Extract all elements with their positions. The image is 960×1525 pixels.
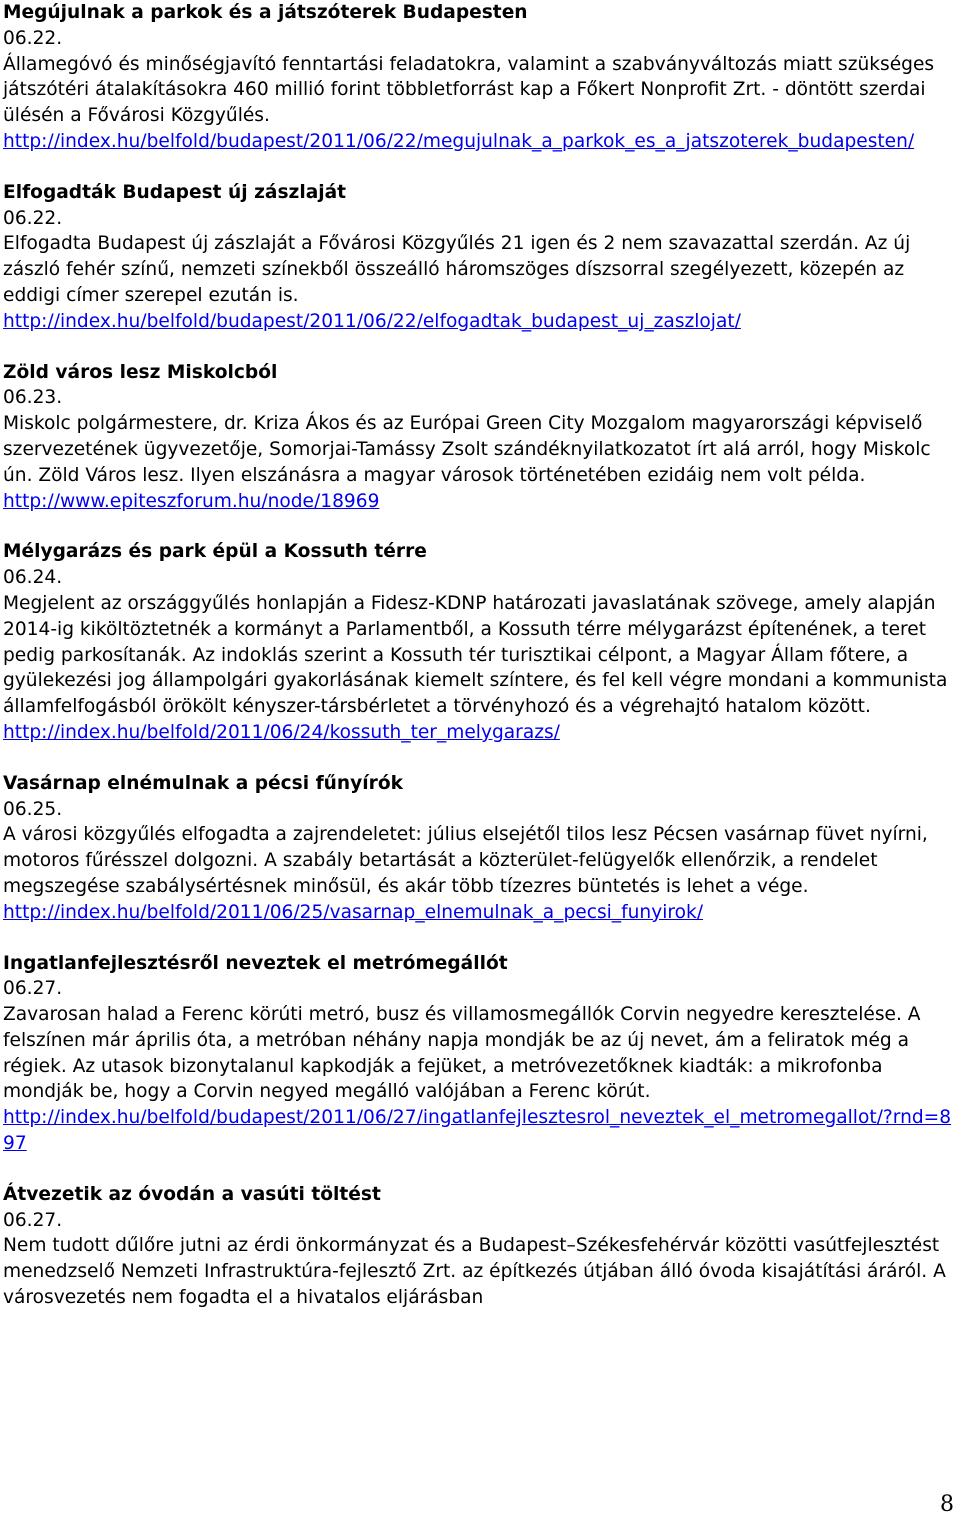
article-date: 06.23. xyxy=(3,387,63,409)
article-link[interactable]: http://index.hu/belfold/2011/06/24/kossuth_ter_melygarazs/ xyxy=(3,721,560,743)
article-metromegallo xyxy=(3,951,957,1157)
article-title: Átvezetik az óvodán a vasúti töltést xyxy=(3,1183,381,1205)
article-title: Ingatlanfejlesztésről neveztek el metrómegállót xyxy=(3,952,508,974)
article-date: 06.27. xyxy=(3,978,63,1000)
article-title: Vasárnap elnémulnak a pécsi fűnyírók xyxy=(3,772,403,794)
article-title: Zöld város lesz Miskolcból xyxy=(3,361,278,383)
article-zaszlo xyxy=(3,180,957,335)
article-body: Nem tudott dűlőre jutni az érdi önkormányzat és a Budapest–Székesfehérvár közötti vasútfejlesztést menedzselő Nemzeti Infrastruktúra-fejlesztő Zrt. az építkezés útjában álló óvoda kisajátítási áráról. A városvezetés nem fogadta el a hivatalos eljárásban xyxy=(3,1235,946,1309)
article-date: 06.27. xyxy=(3,1209,63,1231)
article-body: Államegóvó és minőségjavító fenntartási feladatokra, valamint a szabványváltozás miatt szükséges játszótéri átalakításokra 460 millió forint többletforrást kap a Főkert Nonprofit Zrt. - döntött szerdai ülésén a Fővárosi Közgyűlés. xyxy=(3,53,935,127)
article-date: 06.25. xyxy=(3,798,63,820)
page-number: 8 xyxy=(940,1492,954,1517)
article-date: 06.24. xyxy=(3,567,63,589)
article-link[interactable]: http://www.epiteszforum.hu/node/18969 xyxy=(3,490,380,512)
article-link[interactable]: http://index.hu/belfold/budapest/2011/06/22/megujulnak_a_parkok_es_a_jatszoterek_budapesten/ xyxy=(3,130,915,152)
article-body: Zavarosan halad a Ferenc körúti metró, busz és villamosmegállók Corvin negyedre keresztelése. A felszínen már április óta, a metróban néhány napja mondják be az új nevet, ám a feliratok még a régiek. Az utasok bizonytalanul kapkodják a fejüket, a metróvezetőknek kiadták: a mikrofonba mondják be, hogy a Corvin negyed megálló valójában a Ferenc körút. xyxy=(3,1004,921,1103)
article-ovoda xyxy=(3,1182,957,1311)
article-title: Elfogadták Budapest új zászlaját xyxy=(3,181,347,203)
article-body: Miskolc polgármestere, dr. Kriza Ákos és az Európai Green City Mozgalom magyarországi képviselő szervezetének ügyvezetője, Somorjai-Tamássy Zsolt szándéknyilatkozatot írt alá arról, hogy Miskolc ún. Zöld Város lesz. Ilyen elszánásra a magyar városok történetében ezidáig nem volt példa. xyxy=(3,413,931,486)
article-parkok xyxy=(3,0,957,155)
article-body: Elfogadta Budapest új zászlaját a Fővárosi Közgyűlés 21 igen és 2 nem szavazattal szerdán. Az új zászló fehér színű, nemzeti színekből összeálló háromszöges díszsorral szegélyezett, közepén az eddigi címer szerepel ezután is. xyxy=(3,233,911,306)
article-body: Megjelent az országgyűlés honlapján a Fidesz-KDNP határozati javaslatának szövege, amely alapján 2014-ig kiköltöztetnék a kormányt a Parlamentből, a Kossuth térre mélygarázst építenének, a teret pedig parkosítanák. Az indoklás szerint a Kossuth tér turisztikai célpont, a Magyar Állam főtere, a gyülekezési jog állampolgári gyakorlásának kiemelt színtere, és fel kell végre mondani a kommunista államfelfogásból örökölt kényszer-társbérletet a törvényhozó és a végrehajtó hatalom között. xyxy=(3,592,948,718)
article-link[interactable]: http://index.hu/belfold/budapest/2011/06/22/elfogadtak_budapest_uj_zaszlojat/ xyxy=(3,310,741,332)
document-page xyxy=(3,0,957,1336)
article-date: 06.22. xyxy=(3,27,63,49)
article-link[interactable]: http://index.hu/belfold/budapest/2011/06/27/ingatlanfejlesztesrol_neveztek_el_metromegallot/?rnd=897 xyxy=(3,1107,952,1155)
article-funyirok xyxy=(3,771,957,926)
article-title: Megújulnak a parkok és a játszóterek Budapesten xyxy=(3,2,528,23)
article-kossuth xyxy=(3,539,957,745)
article-body: A városi közgyűlés elfogadta a zajrendeletet: július elsejétől tilos lesz Pécsen vasárnap füvet nyírni, motoros fűrésszel dolgozni. A szabály betartását a közterület-felügyelők ellenőrzik, a rendelet megszegése szabálysértésnek minősül, és akár több tízezres büntetés is lehet a vége. xyxy=(3,824,928,897)
article-title: Mélygarázs és park épül a Kossuth térre xyxy=(3,541,427,563)
article-link[interactable]: http://index.hu/belfold/2011/06/25/vasarnap_elnemulnak_a_pecsi_funyirok/ xyxy=(3,901,704,923)
article-date: 06.22. xyxy=(3,207,63,229)
article-miskolc xyxy=(3,360,957,515)
